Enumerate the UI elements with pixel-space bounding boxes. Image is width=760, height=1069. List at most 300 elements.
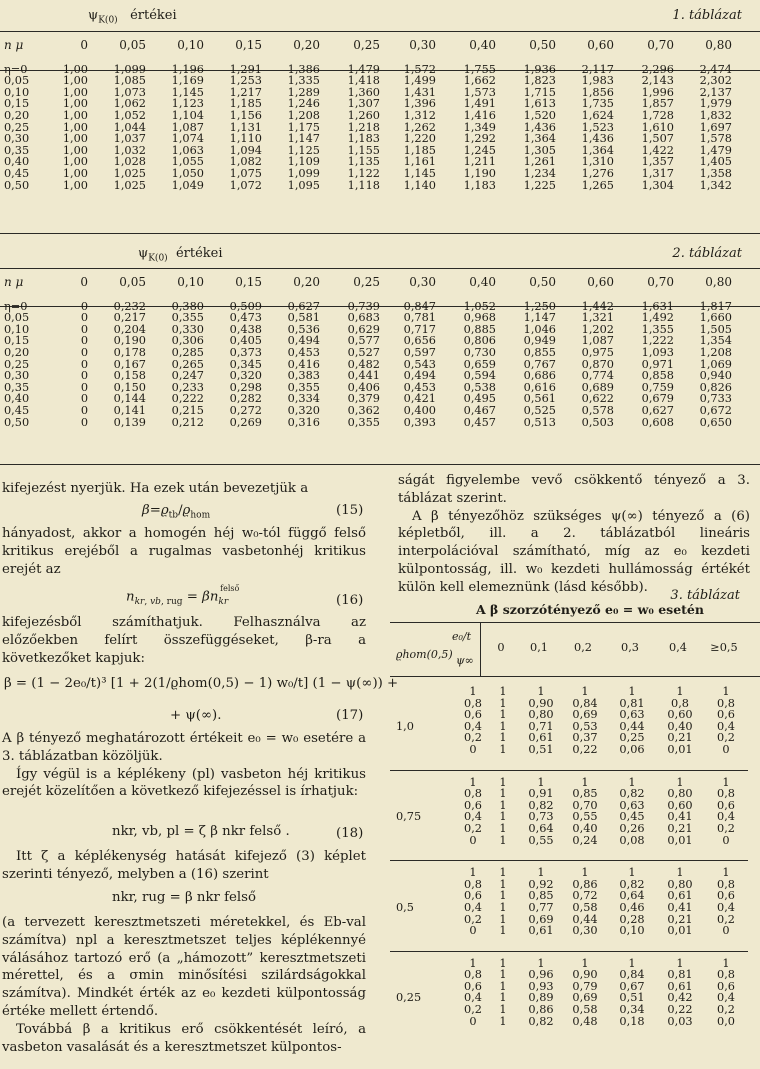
table-cell: 1,305	[523, 143, 556, 157]
table-cell: 0,406	[347, 380, 380, 394]
table3-cell: 1	[499, 821, 507, 835]
table3-rho: 0,25	[396, 991, 422, 1005]
table3-cell: 1	[499, 787, 507, 801]
table3-cell: 1	[581, 685, 589, 698]
table-cell: 0,543	[403, 357, 436, 371]
table-cell: 0,767	[523, 357, 556, 371]
table3-cell: 0,40	[667, 719, 693, 733]
table-cell: 0,616	[523, 380, 556, 394]
table3-cell: 0,4	[464, 900, 482, 914]
table-cell: 0,949	[523, 334, 556, 348]
table3-row	[390, 686, 748, 698]
table3-row	[390, 721, 748, 733]
table-cell: 0,141	[113, 403, 146, 417]
equation-rug: nkr, rug = β nkr felső	[112, 890, 256, 905]
table-cell: 1,063	[171, 143, 204, 157]
table3-cell: 0,46	[619, 900, 645, 914]
table3-cell: 0	[469, 924, 477, 938]
table-cell: 1,246	[287, 97, 320, 111]
table3-cell: 1	[537, 866, 545, 880]
table3-cell: 1	[722, 685, 730, 698]
table-cell: 1,610	[641, 120, 674, 134]
table3-cell: 0,93	[528, 979, 554, 993]
table3-row	[390, 777, 748, 789]
table-cell: 1,317	[641, 166, 674, 180]
table-cell: 0,806	[463, 334, 496, 348]
table-cell: 0,269	[229, 415, 262, 429]
table3-cell: 1	[499, 798, 507, 812]
table3-cell: 0,18	[619, 1014, 645, 1028]
table-cell: 1,087	[171, 120, 204, 134]
column-header: 0,15	[235, 38, 262, 52]
table-cell: 0,858	[641, 369, 674, 383]
table3-cell: 1	[628, 956, 636, 970]
table3-rho: 0,75	[396, 810, 422, 824]
row-eta: 0,35	[4, 380, 30, 394]
row-eta: 0,50	[4, 415, 30, 429]
table3-cell: 0,72	[572, 889, 598, 903]
table-cell: 0	[80, 369, 88, 383]
table3-cell: 0,82	[619, 877, 645, 891]
table3-cell: 1	[676, 775, 684, 789]
column-header: 0,25	[353, 38, 380, 52]
table-cell: 1,499	[403, 74, 436, 88]
table3-cell: 0,61	[667, 979, 693, 993]
column-header: 0,30	[409, 38, 436, 52]
table-cell: 0,536	[287, 322, 320, 336]
table3-cell: 0,26	[619, 821, 645, 835]
table3-cell: 0,41	[667, 900, 693, 914]
header-first: n μ	[4, 38, 24, 52]
table3-cell: 0,71	[528, 719, 554, 733]
table-cell: 1,312	[403, 108, 436, 122]
table1-rule-top	[0, 31, 760, 32]
table-cell: 0,686	[523, 369, 556, 383]
table3-cell: 1	[537, 956, 545, 970]
table3-cell: 0,89	[528, 991, 554, 1005]
table3-cell: 1	[722, 866, 730, 880]
row-eta: η=0	[4, 299, 28, 313]
table3-row	[390, 992, 748, 1004]
table3-cell: 1	[469, 775, 477, 789]
table3-cell: 0,51	[528, 742, 554, 756]
table-cell: 1,122	[347, 166, 380, 180]
table3-cell: 0,64	[528, 821, 554, 835]
left-text-p7: (a tervezett keresztmetszeti méretekkel, és Eb-val számítva) npl a keresztmetszet teljes képlékennyé válásához tartozó erő (a „hámozott” keresztmetszeti mérettel, és a σmin minősítési szilárdságokkal számítva). Mindkét érték az e₀ kezdeti külpontosság értéke mellett értendő.	[2, 915, 366, 1019]
table-cell: 1,073	[113, 85, 146, 99]
table-cell: 0,855	[523, 345, 556, 359]
table3-cell: 0,81	[667, 968, 693, 982]
column-header: 0,60	[587, 275, 614, 289]
table-cell: 0	[80, 403, 88, 417]
table3-cell: 0,2	[464, 1003, 482, 1017]
table-cell: 1,624	[581, 108, 614, 122]
table-cell: 0,594	[463, 369, 496, 383]
table3-cell: 0,21	[667, 731, 693, 745]
table3-cell: 1	[722, 775, 730, 789]
table-cell: 0,405	[229, 334, 262, 348]
table-cell: 1,364	[581, 143, 614, 157]
table-cell: 1,755	[463, 62, 496, 76]
table-row	[0, 417, 732, 429]
table3-cell: 0,96	[528, 968, 554, 982]
table3-cell: 1	[499, 956, 507, 970]
table-cell: 1,631	[641, 299, 674, 313]
table3-rho	[390, 914, 460, 926]
left-text-p3: kifejezésből számíthatjuk. Felhasználva az előzőekben felírt összefüggéseket, β-ra a következőket kapjuk:	[2, 615, 366, 666]
table-cell: 2,296	[641, 62, 674, 76]
table3-cell: 0,70	[572, 798, 598, 812]
table1-label: 1. táblázat	[672, 8, 742, 23]
table-cell: 0	[80, 299, 88, 313]
table-cell: 1,183	[463, 178, 496, 192]
table-cell: 1,050	[171, 166, 204, 180]
table-cell: 0,494	[287, 334, 320, 348]
table3-cell: 0,8	[464, 968, 482, 982]
table-cell: 0,525	[523, 403, 556, 417]
table-cell: 0,416	[287, 357, 320, 371]
table-cell: 0,495	[463, 392, 496, 406]
table-cell: 1,354	[699, 334, 732, 348]
table3-cell: 0,8	[464, 696, 482, 710]
table3-cell: 0,80	[667, 787, 693, 801]
table-cell: 0,383	[287, 369, 320, 383]
table-cell: 1,032	[113, 143, 146, 157]
table3-corner-divider	[480, 622, 481, 676]
column-header: 0,30	[409, 275, 436, 289]
table-cell: 1,222	[641, 334, 674, 348]
table-cell: 0,222	[171, 392, 204, 406]
left-text-p4: A β tényező meghatározott értékeit e₀ = w₀ esetére a 3. táblázatban közöljük.	[2, 731, 366, 764]
table-cell: 0	[80, 334, 88, 348]
table-cell: 1,175	[287, 120, 320, 134]
table-cell: 0,627	[641, 403, 674, 417]
table3-rho	[390, 958, 460, 970]
equation-16: $n_{kr, vb, rug} = \beta n_{kr}^{felső}$	[126, 584, 240, 608]
table-cell: 1,218	[347, 120, 380, 134]
table-cell: 1,431	[403, 85, 436, 99]
table-cell: 1,185	[229, 97, 262, 111]
equation-17-line1: β = (1 − 2e₀/t)³ [1 + 2(1/ϱhom(0,5) − 1) w₀/t] (1 − ψ(∞)) +	[4, 676, 399, 691]
table-cell: 2,143	[641, 74, 674, 88]
table-cell: 1,857	[641, 97, 674, 111]
row-eta: 0,40	[4, 392, 30, 406]
table3-column-header: 0,4	[669, 641, 687, 654]
table-cell: 1,364	[523, 132, 556, 146]
table-cell: 0,190	[113, 334, 146, 348]
table3-row	[390, 902, 748, 914]
table-cell: 1,156	[229, 108, 262, 122]
table-cell: 1,190	[463, 166, 496, 180]
table-cell: 1,00	[62, 97, 88, 111]
column-header: 0,25	[353, 275, 380, 289]
table-cell: 1,046	[523, 322, 556, 336]
table3-cell: 0,61	[528, 731, 554, 745]
table3-cell: 0,58	[572, 1003, 598, 1017]
table3-cell: 0,80	[528, 708, 554, 722]
table3-cell: 1	[581, 956, 589, 970]
table-cell: 1,052	[463, 299, 496, 313]
table-cell: 0,217	[113, 311, 146, 325]
table-cell: 0,527	[347, 345, 380, 359]
table3-cell: 1	[537, 775, 545, 789]
table3-cell: 0,25	[619, 731, 645, 745]
table3-cell: 0,01	[667, 924, 693, 938]
table3-cell: 0,85	[528, 889, 554, 903]
table3-cell: 1	[499, 1014, 507, 1028]
table3-cell: 0	[469, 742, 477, 756]
table-cell: 1,147	[287, 132, 320, 146]
table-cell: 1,418	[347, 74, 380, 88]
table-cell: 1,479	[699, 143, 732, 157]
right-text-p1: ságát figyelembe vevő csökkentő tényező a 3. táblázat szerint.	[398, 473, 750, 506]
table-cell: 1,234	[523, 166, 556, 180]
table-cell: 0,204	[113, 322, 146, 336]
table-cell: 1,260	[347, 108, 380, 122]
column-header: 0	[80, 38, 88, 52]
table3-row	[390, 744, 748, 756]
table-cell: 1,044	[113, 120, 146, 134]
table-cell: 1,728	[641, 108, 674, 122]
table-row	[0, 370, 732, 382]
row-eta: 0,35	[4, 143, 30, 157]
column-header: 0,80	[705, 38, 732, 52]
table-cell: 0,265	[171, 357, 204, 371]
table3-cell: 1	[537, 685, 545, 698]
table3-cell: 1	[499, 900, 507, 914]
table-cell: 0,885	[463, 322, 496, 336]
table-cell: 0,306	[171, 334, 204, 348]
table3-cell: 1	[499, 696, 507, 710]
table3-cell: 0,81	[619, 696, 645, 710]
table3-row	[390, 800, 748, 812]
table-cell: 1,491	[463, 97, 496, 111]
table3-column-header: 0,2	[574, 641, 592, 654]
table3-cell: 0,08	[619, 833, 645, 847]
table1-rule-bottom	[0, 233, 760, 234]
table-cell: 0,393	[403, 415, 436, 429]
table-cell: 1,161	[403, 155, 436, 169]
table3-rho	[390, 835, 460, 847]
table-cell: 0,345	[229, 357, 262, 371]
table3-cell: 0,41	[667, 810, 693, 824]
table-cell: 0,380	[171, 299, 204, 313]
table-cell: 0	[80, 311, 88, 325]
table-cell: 1,735	[581, 97, 614, 111]
table3-rho	[390, 744, 460, 756]
table3-cell: 0,86	[572, 877, 598, 891]
table-cell: 1,062	[113, 97, 146, 111]
table-cell: 0,473	[229, 311, 262, 325]
table3-cell: 1	[469, 685, 477, 698]
table3-corner-left: ϱhom(0,5)	[396, 648, 453, 661]
table-cell: 0,774	[581, 369, 614, 383]
column-header: 0,40	[469, 275, 496, 289]
table3-cell: 1	[676, 956, 684, 970]
table3-cell: 0,69	[572, 991, 598, 1005]
table-cell: 1,110	[229, 132, 262, 146]
table3-cell: 0,92	[528, 877, 554, 891]
table-cell: 1,304	[641, 178, 674, 192]
table3-cell: 1	[469, 866, 477, 880]
table-cell: 1,662	[463, 74, 496, 88]
table-cell: 1,823	[523, 74, 556, 88]
row-eta: 0,25	[4, 357, 30, 371]
table3-cell: 0,2	[717, 731, 735, 745]
table3-cell: 1	[676, 685, 684, 698]
column-header: 0,70	[647, 275, 674, 289]
table3-cell: 1	[499, 731, 507, 745]
table-cell: 1,00	[62, 62, 88, 76]
table3-cell: 0	[722, 742, 730, 756]
table-cell: 1,832	[699, 108, 732, 122]
table-cell: 0,627	[287, 299, 320, 313]
table3-cell: 0,90	[528, 696, 554, 710]
table-cell: 1,095	[287, 178, 320, 192]
table-cell: 1,145	[171, 85, 204, 99]
table-cell: 1,983	[581, 74, 614, 88]
table3-body	[390, 686, 748, 1027]
table-cell: 1,094	[229, 143, 262, 157]
table-cell: 0,247	[171, 369, 204, 383]
table3-cell: 0,6	[464, 889, 482, 903]
table-cell: 0,503	[581, 415, 614, 429]
table3-header	[484, 642, 746, 654]
table3-rho: 1,0	[396, 719, 414, 733]
table3-cell: 0,80	[667, 877, 693, 891]
column-header: 0,50	[529, 38, 556, 52]
table3-cell: 0,2	[464, 731, 482, 745]
equation-16-number: (16)	[336, 593, 364, 608]
table-cell: 1,125	[287, 143, 320, 157]
table-cell: 1,422	[641, 143, 674, 157]
table3-corner-top: e₀/t	[452, 630, 472, 643]
table-cell: 0,400	[403, 403, 436, 417]
table3-cell: 0	[722, 924, 730, 938]
table3-cell: 1	[722, 956, 730, 970]
table-cell: 1,145	[403, 166, 436, 180]
column-header: 0,10	[177, 275, 204, 289]
table3-cell: 0,01	[667, 742, 693, 756]
table-cell: 0,581	[287, 311, 320, 325]
table3-cell: 1	[499, 775, 507, 789]
table3-row	[390, 914, 748, 926]
table-cell: 1,00	[62, 132, 88, 146]
table3-cell: 0,28	[619, 912, 645, 926]
table-cell: 1,052	[113, 108, 146, 122]
table-cell: 0	[80, 380, 88, 394]
header-first: n μ	[4, 275, 24, 289]
table-cell: 1,405	[699, 155, 732, 169]
table3-cell: 0,8	[717, 696, 735, 710]
table3-cell: 0,4	[717, 900, 735, 914]
table3-cell: 0,8	[717, 877, 735, 891]
table-cell: 0,320	[287, 403, 320, 417]
table3-row	[390, 958, 748, 970]
table3-cell: 0,64	[619, 889, 645, 903]
table-cell: 1,505	[699, 322, 732, 336]
table-cell: 1,245	[463, 143, 496, 157]
table2	[0, 277, 732, 428]
table1	[0, 40, 732, 191]
table3-cell: 0	[722, 833, 730, 847]
row-eta: η=0	[4, 62, 28, 76]
table-cell: 0,940	[699, 369, 732, 383]
row-eta: 0,20	[4, 108, 30, 122]
table3-cell: 0,4	[717, 810, 735, 824]
table-cell: 1,123	[171, 97, 204, 111]
table3-cell: 1	[499, 708, 507, 722]
table3-cell: 0,63	[619, 708, 645, 722]
column-header: 0,05	[119, 38, 146, 52]
table-cell: 1,307	[347, 97, 380, 111]
table-cell: 0,355	[347, 415, 380, 429]
table-cell: 0,158	[113, 369, 146, 383]
table3-cell: 0,8	[464, 787, 482, 801]
table3-cell: 0,6	[464, 708, 482, 722]
table3-column-header: 0,3	[621, 641, 639, 654]
table-cell: 1,00	[62, 178, 88, 192]
table-cell: 0,577	[347, 334, 380, 348]
table-cell: 1,436	[581, 132, 614, 146]
table-cell: 1,00	[62, 155, 88, 169]
table-cell: 0,212	[171, 415, 204, 429]
table-cell: 0,167	[113, 357, 146, 371]
table3-cell: 0,8	[464, 877, 482, 891]
table-cell: 1,357	[641, 155, 674, 169]
table3-rho	[390, 732, 460, 744]
table-cell: 0,608	[641, 415, 674, 429]
table3-rho	[390, 1016, 460, 1028]
table-cell: 1,208	[699, 345, 732, 359]
table3-cell: 0,67	[619, 979, 645, 993]
table3-cell: 0,58	[572, 900, 598, 914]
table3-row	[390, 925, 748, 937]
table3-row	[390, 890, 748, 902]
equation-15: $\beta=ϱ_{tb}/ϱ_{hom}$	[142, 503, 211, 521]
table-cell: 0,597	[403, 345, 436, 359]
table-cell: 0,683	[347, 311, 380, 325]
table-cell: 1,253	[229, 74, 262, 88]
table3-column-header: ≥0,5	[710, 641, 738, 654]
table-cell: 0,355	[287, 380, 320, 394]
table-cell: 0,178	[113, 345, 146, 359]
table3-cell: 0	[469, 1014, 477, 1028]
column-header: 0,60	[587, 38, 614, 52]
table3-row	[390, 969, 748, 981]
table-cell: 1,028	[113, 155, 146, 169]
equation-17-line2: + ψ(∞).	[170, 708, 222, 723]
table3-cell: 0,6	[464, 979, 482, 993]
table3-cell: 0,30	[572, 924, 598, 938]
row-eta: 0,05	[4, 74, 30, 88]
table-cell: 0,272	[229, 403, 262, 417]
table-cell: 1,037	[113, 132, 146, 146]
table-cell: 0,233	[171, 380, 204, 394]
table-cell: 1,936	[523, 62, 556, 76]
table-cell: 0,717	[403, 322, 436, 336]
table3-cell: 1	[499, 719, 507, 733]
table-cell: 1,025	[113, 178, 146, 192]
table-cell: 0,650	[699, 415, 732, 429]
table-cell: 1,211	[463, 155, 496, 169]
table3-cell: 0,44	[572, 912, 598, 926]
table-cell: 1,523	[581, 120, 614, 134]
table-cell: 1,074	[171, 132, 204, 146]
table3-cell: 0,84	[572, 696, 598, 710]
table3-cell: 0,37	[572, 731, 598, 745]
table-cell: 1,335	[287, 74, 320, 88]
